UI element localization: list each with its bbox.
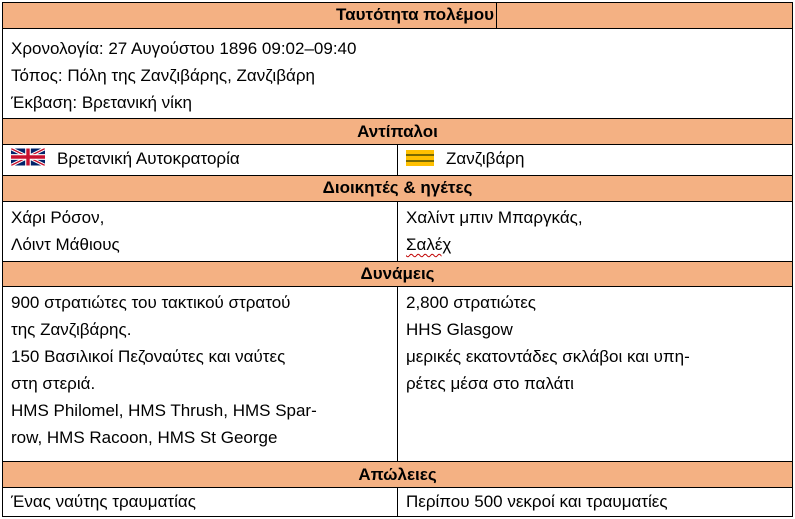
place-text: Τόπος: Πόλη της Ζανζιβάρης, Ζανζιβάρη	[11, 65, 315, 85]
commanders-left-cell	[3, 201, 398, 261]
opponents-row	[3, 145, 793, 176]
forces-left-line: HMS Philomel, HMS Thrush, HMS Spar-	[11, 401, 317, 421]
info-cell	[3, 28, 793, 119]
losses-header: Απώλειες	[3, 462, 793, 488]
forces-left-line: 900 στρατιώτες του τακτικού στρατού	[11, 293, 291, 313]
forces-left-cell	[3, 287, 398, 462]
forces-left-line: στη στεριά.	[11, 374, 96, 394]
forces-left-line: 150 Βασιλικοί Πεζοναύτες και ναύτες	[11, 347, 286, 367]
commanders-right-cell	[398, 201, 793, 261]
commanders-header-row	[3, 176, 793, 202]
forces-right-cell	[398, 287, 793, 462]
opponents-header-row	[3, 119, 793, 145]
commander-right-2-text: Σαλέχ	[406, 234, 452, 254]
losses-header-row	[3, 462, 793, 488]
title-cell	[3, 3, 793, 29]
commanders-header: Διοικητές & ηγέτες	[3, 176, 793, 202]
zanzibar-flag-icon	[406, 147, 434, 174]
british-flag-icon	[11, 147, 45, 174]
chronology-text: Χρονολογία: 27 Αυγούστου 1896 09:02–09:40	[11, 38, 357, 58]
forces-right-line: ρέτες μέσα στο παλάτι	[406, 374, 574, 394]
losses-left: Ένας ναύτης τραυματίας	[3, 488, 398, 517]
forces-left-line: row, HMS Racoon, HMS St George	[11, 428, 278, 448]
commanders-row	[3, 201, 793, 261]
forces-right-line: HHS Glasgow	[406, 320, 513, 340]
war-infobox-table	[2, 2, 793, 517]
result-text: Έκβαση: Βρετανική νίκη	[11, 92, 192, 112]
opponent-right-cell	[398, 145, 793, 176]
opponent-left-cell	[3, 145, 398, 176]
info-row	[3, 28, 793, 119]
forces-right-line: 2,800 στρατιώτες	[406, 293, 536, 313]
forces-left-line: της Ζανζιβάρης.	[11, 320, 132, 340]
losses-right: Περίπου 500 νεκροί και τραυματίες	[398, 488, 793, 517]
forces-row	[3, 287, 793, 462]
forces-header-row	[3, 261, 793, 287]
forces-header: Δυνάμεις	[3, 261, 793, 287]
opponent-left-name: Βρετανική Αυτοκρατορία	[57, 149, 240, 169]
commander-left-1: Χάρι Ρόσον,	[11, 207, 105, 227]
opponent-right-name: Ζανζιβάρη	[446, 149, 525, 169]
opponents-header: Αντίπαλοι	[3, 119, 793, 145]
table-title: Ταυτότητα πολέμου	[3, 3, 497, 28]
commander-right-2	[406, 231, 792, 258]
losses-row	[3, 488, 793, 517]
title-row	[3, 3, 793, 29]
commander-right-1: Χαλίντ μπιν Μπαργκάς,	[406, 207, 583, 227]
commander-left-2: Λόιντ Μάθιους	[11, 234, 120, 254]
forces-right-line: μερικές εκατοντάδες σκλάβοι και υπη-	[406, 347, 690, 367]
